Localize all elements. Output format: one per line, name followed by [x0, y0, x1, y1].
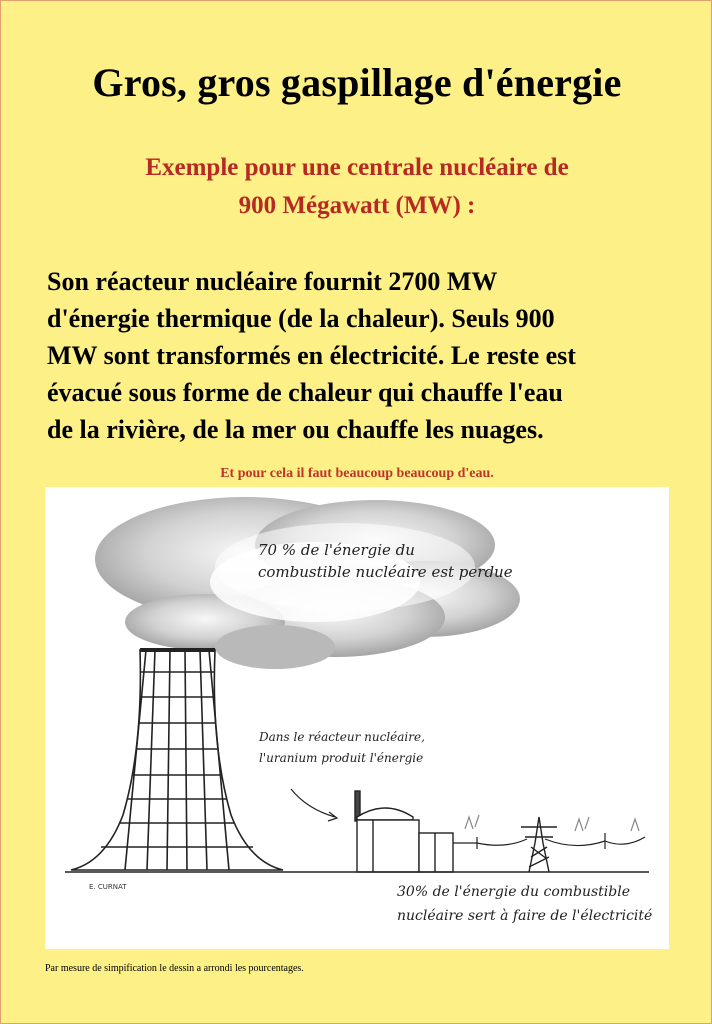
electricity-label	[397, 880, 652, 928]
subtitle-line-2: 900 Mégawatt (MW) :	[238, 192, 476, 219]
electricity-label-line-2: nucléaire sert à faire de l'électricité	[397, 908, 653, 924]
artist-signature: E. CURNAT	[89, 883, 127, 891]
cloud-label	[258, 539, 513, 583]
cloud-label-line-1: 70 % de l'énergie du	[258, 541, 415, 559]
reactor-label-line-1: Dans le réacteur nucléaire,	[259, 730, 425, 744]
subtitle	[1, 149, 712, 225]
cloud-label-line-2: combustible nucléaire est perdue	[258, 563, 513, 581]
pylon-icon	[521, 817, 557, 872]
water-note: Et pour cela il faut beaucoup beaucoup d'eau.	[220, 466, 494, 481]
body-line-3: MW sont transformés en électricité. Le reste est	[47, 341, 576, 370]
cooling-tower	[71, 650, 283, 870]
body-line-4: évacué sous forme de chaleur qui chauffe l'eau	[47, 378, 563, 407]
electricity-label-line-1: 30% de l'énergie du combustible	[397, 884, 631, 900]
spark-icons	[465, 815, 639, 831]
body-line-1: Son réacteur nucléaire fournit 2700 MW	[47, 267, 498, 296]
reactor-label	[259, 727, 425, 769]
power-lines	[453, 833, 645, 849]
subtitle-line-1: Exemple pour une centrale nucléaire de	[145, 154, 569, 181]
reactor-arrow	[291, 789, 335, 817]
steam-cloud	[95, 497, 520, 669]
body-line-5: de la rivière, de la mer ou chauffe les nuages.	[47, 415, 544, 444]
footnote: Par mesure de simpification le dessin a arrondi les pourcentages.	[45, 963, 304, 974]
body-paragraph	[47, 263, 687, 448]
page-title: Gros, gros gaspillage d'énergie	[92, 60, 622, 105]
body-line-2: d'énergie thermique (de la chaleur). Seuls 900	[47, 304, 555, 333]
power-plant-drawing	[45, 487, 669, 949]
reactor-label-line-2: l'uranium produit l'énergie	[259, 751, 424, 765]
reactor-building	[355, 791, 453, 872]
